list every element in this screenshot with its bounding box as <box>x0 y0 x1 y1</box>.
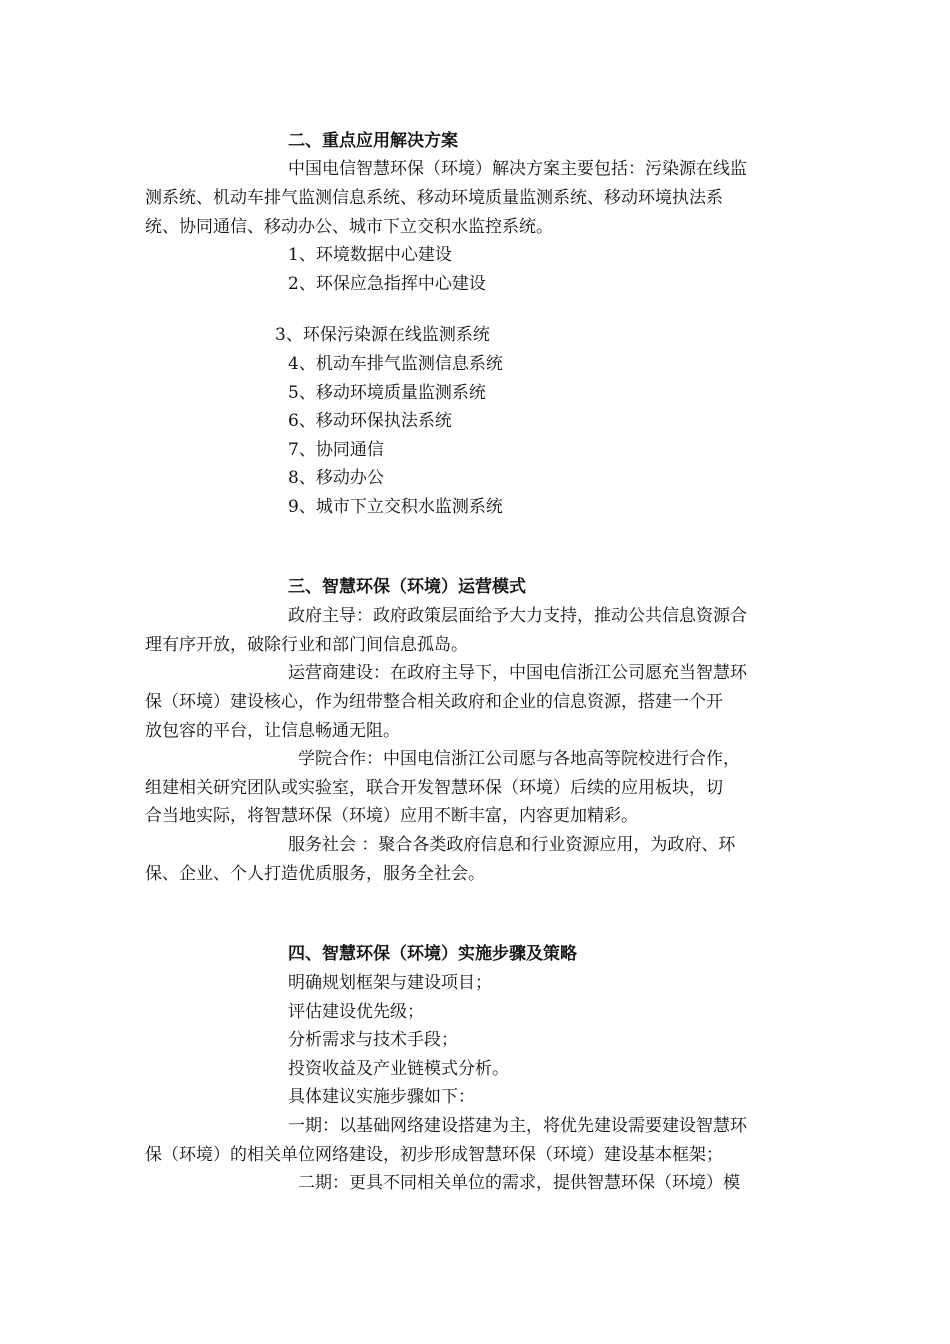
paragraph-line: 合当地实际，将智慧环保（环境）应用不断丰富，内容更加精彩。 <box>145 806 638 826</box>
paragraph-line: 一期：以基础网络建设搭建为主，将优先建设需要建设智慧环 <box>288 1116 747 1136</box>
list-item: 5、移动环境质量监测系统 <box>288 383 486 403</box>
paragraph-line: 运营商建设：在政府主导下，中国电信浙江公司愿充当智慧环 <box>288 663 747 683</box>
section-heading-solutions: 二、重点应用解决方案 <box>288 131 458 151</box>
list-item: 4、机动车排气监测信息系统 <box>288 354 503 374</box>
paragraph-line: 保（环境）的相关单位网络建设，初步形成智慧环保（环境）建设基本框架； <box>145 1145 723 1165</box>
paragraph-line: 中国电信智慧环保（环境）解决方案主要包括：污染源在线监 <box>288 159 747 179</box>
list-item: 投资收益及产业链模式分析。 <box>288 1059 509 1079</box>
paragraph-line: 理有序开放，破除行业和部门间信息孤岛。 <box>145 635 468 655</box>
section-heading-implementation: 四、智慧环保（环境）实施步骤及策略 <box>288 944 577 964</box>
paragraph-line: 组建相关研究团队或实验室，联合开发智慧环保（环境）后续的应用板块，切 <box>145 778 723 798</box>
paragraph-line: 二期：更具不同相关单位的需求，提供智慧环保（环境）模 <box>298 1173 740 1193</box>
list-item: 9、城市下立交积水监测系统 <box>288 497 503 517</box>
paragraph-line: 保、企业、个人打造优质服务，服务全社会。 <box>145 864 485 884</box>
paragraph-line: 放包容的平台，让信息畅通无阻。 <box>145 721 400 741</box>
paragraph-line: 服务社会 ：聚合各类政府信息和行业资源应用，为政府、环 <box>288 835 736 855</box>
list-item: 分析需求与技术手段； <box>288 1030 458 1050</box>
list-item: 3、环保污染源在线监测系统 <box>275 325 490 345</box>
list-item: 8、移动办公 <box>288 468 384 488</box>
list-item: 具体建议实施步骤如下： <box>288 1087 475 1107</box>
paragraph-line: 统、协同通信、移动办公、城市下立交积水监控系统。 <box>145 217 553 237</box>
list-item: 7、协同通信 <box>288 440 384 460</box>
paragraph-line: 保（环境）建设核心，作为纽带整合相关政府和企业的信息资源，搭建一个开 <box>145 692 723 712</box>
list-item: 明确规划框架与建设项目； <box>288 973 492 993</box>
paragraph-line: 政府主导：政府政策层面给予大力支持，推动公共信息资源合 <box>288 606 747 626</box>
section-heading-operation-model: 三、智慧环保（环境）运营模式 <box>288 577 526 597</box>
paragraph-line: 测系统、机动车排气监测信息系统、移动环境质量监测系统、移动环境执法系 <box>145 188 723 208</box>
paragraph-line: 学院合作：中国电信浙江公司愿与各地高等院校进行合作， <box>298 749 740 769</box>
list-item: 1、环境数据中心建设 <box>288 245 452 265</box>
list-item: 评估建设优先级； <box>288 1002 424 1022</box>
list-item: 6、移动环保执法系统 <box>288 411 452 431</box>
list-item: 2、环保应急指挥中心建设 <box>288 274 486 294</box>
